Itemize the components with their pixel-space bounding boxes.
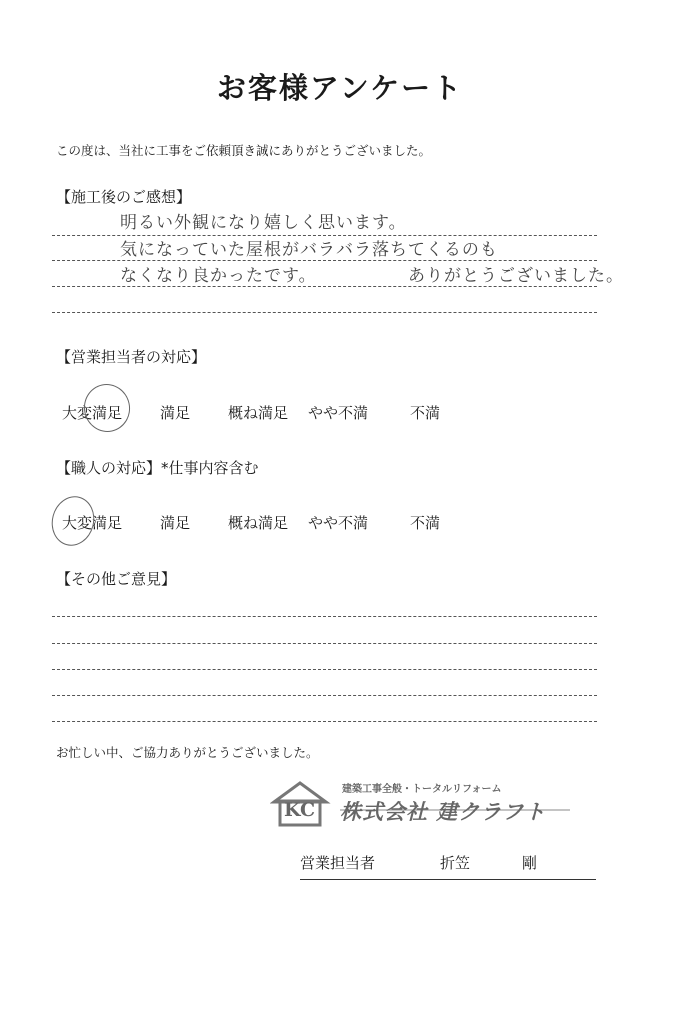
sales-rep-signature xyxy=(300,852,596,880)
handwritten-line-3: なくなり良かったです。 xyxy=(120,266,317,286)
sales-rep-given-name: 剛 xyxy=(522,854,538,872)
sales-option-1[interactable]: 大変満足 xyxy=(62,404,123,422)
sales-rep-label: 営業担当者 xyxy=(300,854,376,872)
sales-option-5[interactable]: 不満 xyxy=(410,404,441,422)
craftsman-option-5[interactable]: 不満 xyxy=(410,514,441,532)
craftsman-option-2[interactable]: 満足 xyxy=(160,514,191,532)
other-heading: 【その他ご意見】 xyxy=(56,570,177,588)
other-rule-1 xyxy=(52,616,597,617)
craftsman-option-4[interactable]: やや不満 xyxy=(308,514,369,532)
page-title: お客様アンケート xyxy=(216,71,464,105)
sales-rep-surname: 折笠 xyxy=(440,854,471,872)
handwritten-line-1: 明るい外観になり嬉しく思います。 xyxy=(120,213,407,233)
impressions-rule-4 xyxy=(52,312,597,313)
intro-text: この度は、当社に工事をご依頼頂き誠にありがとうございました。 xyxy=(56,143,432,158)
company-logo xyxy=(270,780,575,828)
craftsman-option-1[interactable]: 大変満足 xyxy=(62,514,123,532)
sales-heading: 【営業担当者の対応】 xyxy=(56,348,207,366)
handwritten-line-4: ありがとうございました。 xyxy=(408,266,624,286)
logo-company: 株式会社 建クラフト xyxy=(340,800,547,824)
closing-text: お忙しい中、ご協力ありがとうございました。 xyxy=(56,745,319,760)
other-rule-4 xyxy=(52,695,597,696)
handwritten-line-2: 気になっていた屋根がバラバラ落ちてくるのも xyxy=(120,240,498,260)
impressions-rule-3 xyxy=(52,286,597,287)
other-rule-2 xyxy=(52,643,597,644)
other-rule-5 xyxy=(52,721,597,722)
craftsman-option-3[interactable]: 概ね満足 xyxy=(228,514,289,532)
sales-selected-circle xyxy=(80,380,135,437)
logo-mark: KC xyxy=(284,799,316,821)
craftsman-selected-circle xyxy=(46,491,100,550)
sales-option-2[interactable]: 満足 xyxy=(160,404,191,422)
impressions-heading: 【施工後のご感想】 xyxy=(56,188,192,206)
craftsman-heading: 【職人の対応】*仕事内容含む xyxy=(56,459,259,477)
sales-option-4[interactable]: やや不満 xyxy=(308,404,369,422)
other-rule-3 xyxy=(52,669,597,670)
sales-option-3[interactable]: 概ね満足 xyxy=(228,404,289,422)
logo-tagline: 建築工事全般・トータルリフォーム xyxy=(342,784,502,795)
